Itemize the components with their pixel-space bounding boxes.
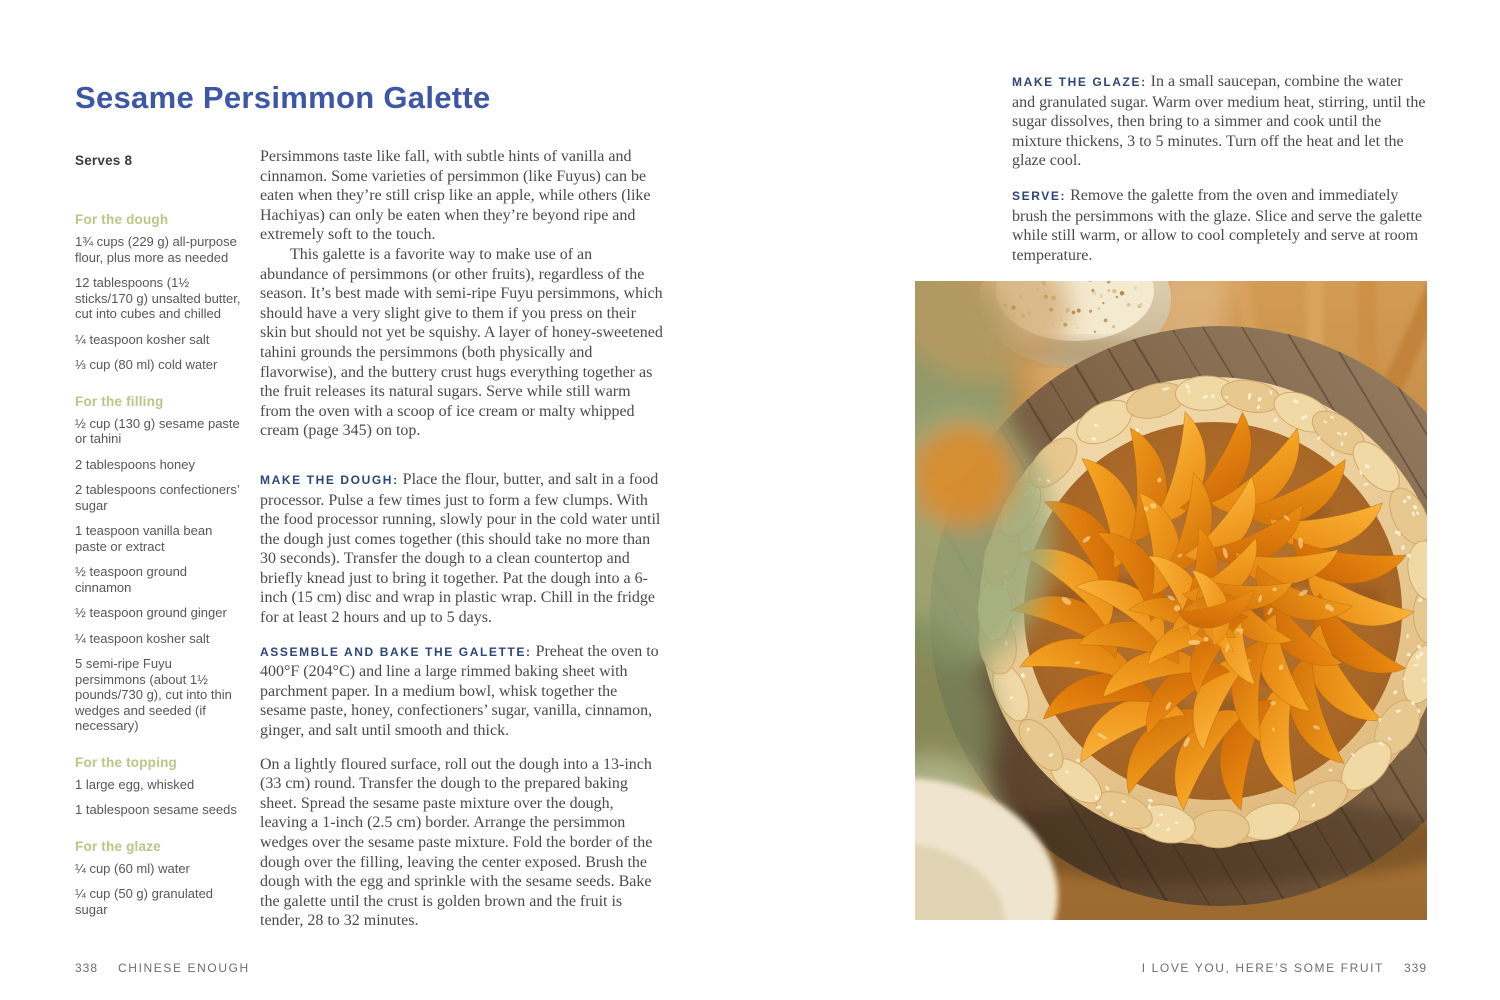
ingredient-item: ¼ teaspoon kosher salt [75,331,210,347]
ingredient-item: ¼ cup (50 g) granulated sugar [75,886,214,917]
step-label: ASSEMBLE AND BAKE THE GALETTE: [260,644,532,659]
step-text: On a lightly floured surface, roll out the dough into a 13-inch (33 cm) round. Transfer the dough to the prepared baking sheet. Spread the sesame paste mixture over the dough, leaving a 1-inch (2.5 cm) border. Arrange the persimmon wedges over the sesame paste mixture. Fold the border of the dough over the filling, leaving the center exposed. Brush the dough with the egg and sprinkle with the sesame seeds. Bake the galette until the crust is golden brown and the fruit is tender, 28 to 32 minutes. [260,755,653,930]
page-number-right: 339 [1403,961,1427,975]
step-text: Place the flour, butter, and salt in a food processor. Pulse a few times just to form a few clumps. With the food processor running, slowly pour in the cold water until the dough just comes together (this should take no more than 30 seconds). Transfer the dough to a clean countertop and briefly knead just to bring it together. Pat the dough into a 6-inch (15 cm) disc and wrap in plastic wrap. Chill in the fridge for at least 2 hours and up to 5 days. [260,470,661,627]
ingredient-item: ¼ cup (60 ml) water [75,860,190,876]
ingredient-section-topping [75,755,241,818]
ingredient-section-filling [75,394,241,734]
step-text: Remove the galette from the oven and immediately brush the persimmons with the glaze. Slice and serve the galette while still warm, or allow to cool completely and serve at room temperature. [1012,186,1423,264]
ingredient-item: ¼ teaspoon kosher salt [75,630,210,646]
galette-photo-illustration [915,281,1427,920]
step-serve [1012,186,1429,265]
step-make-the-glaze [1012,72,1429,171]
section-heading: For the dough [75,212,169,227]
step-label: SERVE: [1012,188,1067,203]
footer-right [1142,961,1427,975]
ingredient-item: 1¾ cups (229 g) all-purpose flour, plus more as needed [75,234,237,265]
intro-paragraph: Persimmons taste like fall, with subtle hints of vanilla and cinnamon. Some varieties of persimmon (like Fuyus) can be eaten when they’re still crisp like an apple, while others (like Hachiyas) can only be eaten when they’re beyond ripe and extremely soft to the touch. [260,148,651,244]
intro-paragraph: This galette is a favorite way to make use of an abundance of persimmons (or other fruits), regardless of the season. It’s best made with semi-ripe Fuyu persimmons, which should have a very slight give to them if you press on their skin but should not yet be squishy. A layer of honey-sweetened tahini grounds the persimmons (both physically and flavorwise), and the buttery crust hugs everything together as the fruit releases its natural sugars. Serve while still warm from the oven with a scoop of ice cream or malty whipped cream (page 345) on top. [260,245,663,440]
ingredient-item: 5 semi-ripe Fuyu persimmons (about 1½ pounds/730 g), cut into thin wedges and seeded (if necessary) [75,656,232,733]
step-roll-and-bake [260,755,664,931]
footer-left [75,961,250,975]
step-text: In a small saucepan, combine the water and granulated sugar. Warm over medium heat, stirring, until the sugar dissolves, then bring to a simmer and cook until the mixture thickens, 3 to 5 minutes. Turn off the heat and let the glaze cool. [1012,73,1426,170]
ingredients-sidebar [75,212,241,938]
ingredient-section-dough [75,212,241,373]
ingredient-section-glaze [75,839,241,918]
step-label: MAKE THE GLAZE: [1012,75,1147,89]
ingredient-item: ½ cup (130 g) sesame paste or tahini [75,415,240,446]
ingredient-item: 1 large egg, whisked [75,776,195,792]
serves-label: Serves 8 [75,153,133,168]
section-heading: For the filling [75,393,164,409]
running-title-right: I LOVE YOU, HERE’S SOME FRUIT [1141,961,1384,975]
page-number-left: 338 [75,961,99,975]
ingredient-item: 12 tablespoons (1½ sticks/170 g) unsalted butter, cut into cubes and chilled [75,275,241,321]
step-text: Preheat the oven to 400°F (204°C) and line a large rimmed baking sheet with parchment paper. In a medium bowl, whisk together the sesame paste, honey, confectioners’ sugar, vanilla, cinnamon, ginger, and salt until smooth and thick. [260,642,659,740]
running-title-left: CHINESE ENOUGH [118,961,250,975]
step-label: MAKE THE DOUGH: [260,472,399,487]
ingredient-item: 1 tablespoon sesame seeds [75,802,237,817]
ingredient-item: ½ teaspoon ground ginger [75,605,227,620]
section-heading: For the topping [75,754,177,770]
ingredient-item: ½ teaspoon ground cinnamon [75,564,188,595]
ingredient-item: ⅓ cup (80 ml) cold water [75,357,218,372]
recipe-title: Sesame Persimmon Galette [75,80,491,115]
recipe-body-column [260,147,664,931]
step-make-the-dough [260,470,664,628]
ingredient-item: 2 tablespoons honey [75,456,195,472]
ingredient-item: 2 tablespoons confectioners’ sugar [75,482,240,513]
galette-photo [915,281,1427,920]
recipe-body-column-right [1012,72,1429,265]
section-heading: For the glaze [75,838,161,854]
ingredient-item: 1 teaspoon vanilla bean paste or extract [75,523,213,554]
step-assemble-and-bake [260,642,664,741]
